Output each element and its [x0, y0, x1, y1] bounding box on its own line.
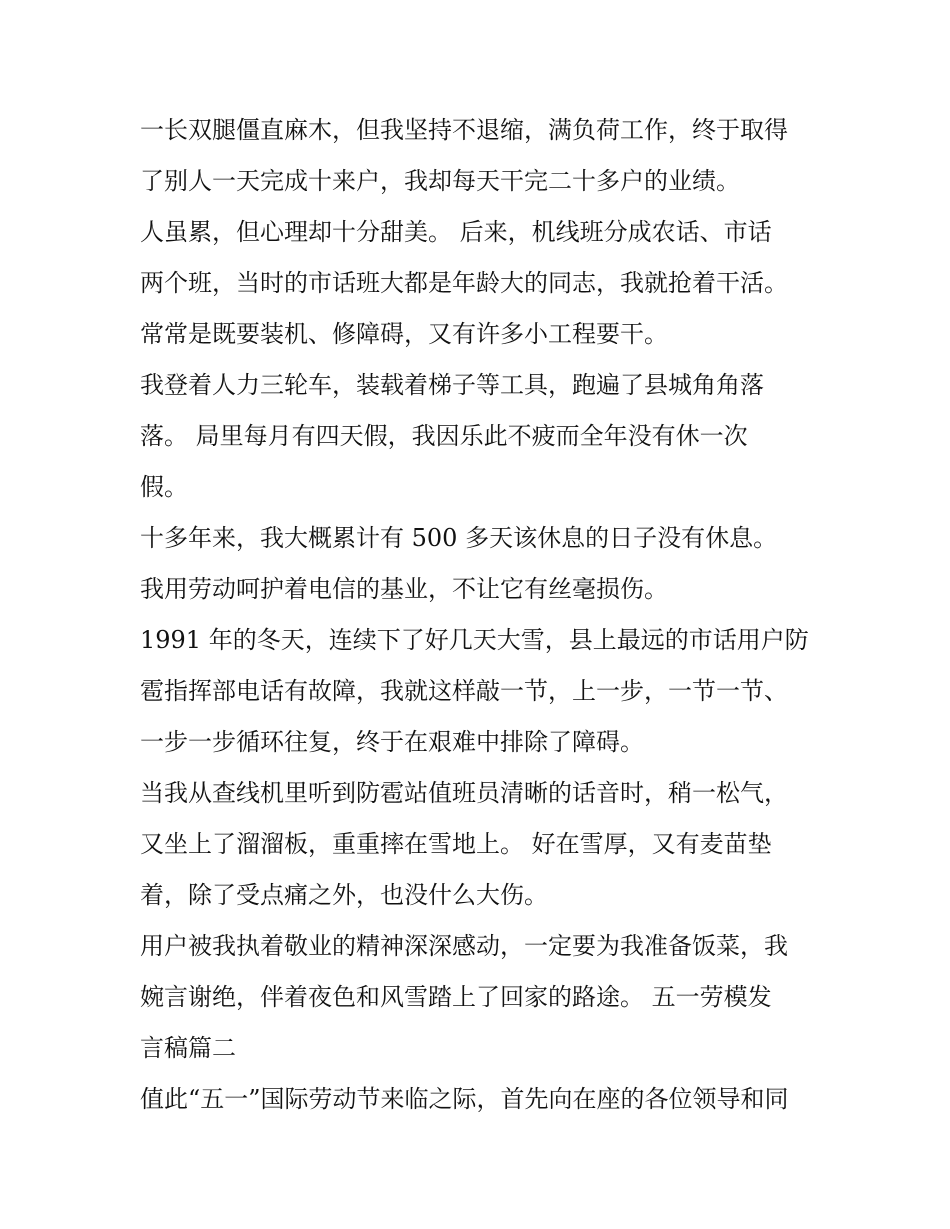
- text-line: 两个班，当时的市话班大都是年龄大的同志，我就抢着干活。: [140, 269, 788, 297]
- text-line: 一长双腿僵直麻木，但我坚持不退缩，满负荷工作，终于取得: [140, 116, 788, 144]
- text-line: 当我从查线机里听到防雹站值班员清晰的话音时，稍一松气，: [140, 779, 788, 807]
- text-line: 落。 局里每月有四天假，我因乐此不疲而全年没有休一次: [140, 422, 748, 450]
- text-line: 假。: [140, 473, 188, 501]
- body-text: [140, 105, 830, 1125]
- text-line: 值此“五一”国际劳动节来临之际，首先向在座的各位领导和同: [140, 1085, 789, 1113]
- text-line: 用户被我执着敬业的精神深深感动，一定要为我准备饭菜，我: [140, 932, 788, 960]
- text-line: 我用劳动呵护着电信的基业，不让它有丝毫损伤。: [140, 575, 668, 603]
- text-line: 婉言谢绝，伴着夜色和风雪踏上了回家的路途。 五一劳模发: [140, 983, 772, 1011]
- text-line: 雹指挥部电话有故障，我就这样敲一节，上一步，一节一节、: [140, 677, 788, 705]
- text-line: 一步一步循环往复，终于在艰难中排除了障碍。: [140, 728, 644, 756]
- text-line: 人虽累，但心理却十分甜美。 后来，机线班分成农话、市话: [140, 218, 772, 246]
- text-line: 着，除了受点痛之外，也没什么大伤。: [140, 881, 548, 909]
- text-line: 我登着人力三轮车，装载着梯子等工具，跑遍了县城角角落: [140, 371, 764, 399]
- text-line: 又坐上了溜溜板，重重摔在雪地上。 好在雪厚，又有麦苗垫: [140, 830, 772, 858]
- text-line: 了别人一天完成十来户，我却每天干完二十多户的业绩。: [140, 167, 740, 195]
- text-line: 常常是既要装机、修障碍，又有许多小工程要干。: [140, 320, 668, 348]
- section-heading: 言稿篇二: [140, 1034, 236, 1062]
- text-line: 十多年来，我大概累计有 500 多天该休息的日子没有休息。: [140, 524, 778, 552]
- text-line: 1991 年的冬天，连续下了好几天大雪，县上最远的市话用户防: [140, 626, 809, 654]
